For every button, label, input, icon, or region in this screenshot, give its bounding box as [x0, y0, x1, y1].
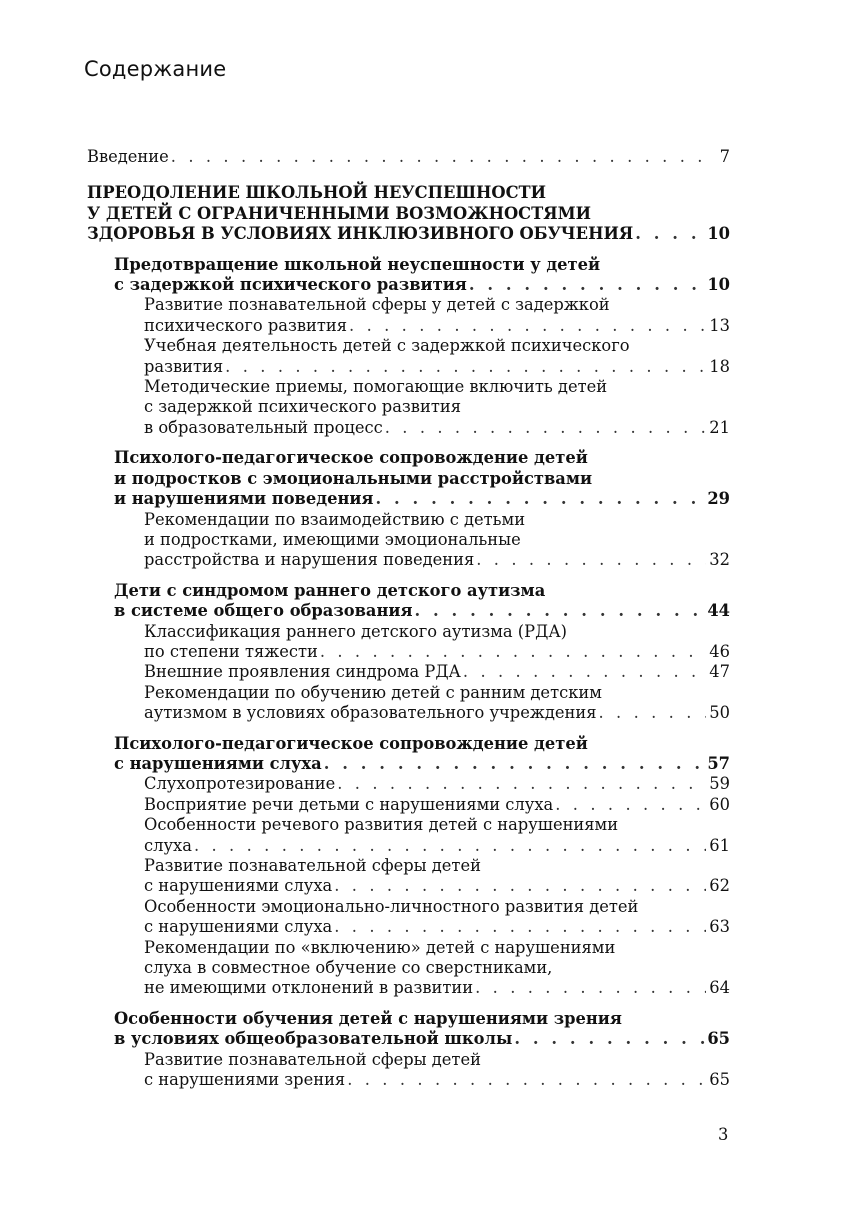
toc-entry-section[interactable] — [87, 774, 730, 794]
toc-entry-title-line: Методические приемы, помогающие включить детей — [144, 377, 608, 397]
leader-dots — [375, 489, 705, 509]
toc-entry-title-line: слуха — [144, 835, 192, 855]
toc-entry-title-line: Слухопротезирование — [144, 774, 336, 794]
toc-entry-title-line: Развитие познавательной сферы детей — [144, 1049, 481, 1069]
toc-entry-page: 47 — [709, 662, 730, 682]
toc-entry-page: 13 — [709, 315, 730, 335]
toc-entry-section[interactable] — [87, 1050, 730, 1091]
toc-entry-title-line: аутизмом в условиях образовательного учреждения — [144, 703, 597, 723]
toc-entry-title-line: Классификация раннего детского аутизма (РДА) — [144, 621, 568, 641]
toc-entry-page: 10 — [707, 275, 730, 295]
leader-dots — [349, 316, 706, 336]
toc-entry-page: 65 — [709, 1070, 730, 1090]
toc-entry-page: 64 — [709, 978, 730, 998]
table-of-contents — [87, 147, 730, 1090]
leader-dots — [337, 774, 706, 794]
toc-entry-title-line: с нарушениями слуха — [144, 876, 333, 896]
toc-entry-page: 61 — [709, 835, 730, 855]
toc-entry-page: 7 — [719, 147, 730, 166]
toc-entry-title-line: расстройства и нарушения поведения — [144, 550, 475, 570]
leader-dots — [334, 876, 706, 896]
toc-entry-page: 46 — [709, 641, 730, 661]
leader-dots — [414, 601, 705, 621]
toc-entry-page: 50 — [709, 703, 730, 723]
toc-entry-chapter[interactable] — [87, 581, 730, 622]
toc-entry-chapter[interactable] — [87, 1009, 730, 1050]
toc-entry-title-line: Дети с синдромом раннего детского аутизма — [114, 580, 546, 600]
toc-entry-section[interactable] — [87, 662, 730, 682]
toc-entry-title-line: Особенности эмоционально-личностного развития детей — [144, 896, 639, 916]
toc-entry-title-line: в системе общего образования — [114, 601, 413, 621]
page-title: Содержание — [84, 57, 227, 81]
leader-dots — [475, 978, 706, 998]
leader-dots — [476, 550, 706, 570]
toc-entry-title-line: с задержкой психического развития — [144, 397, 461, 417]
leader-dots — [320, 642, 706, 662]
toc-entry-page: 44 — [707, 601, 730, 621]
toc-entry-title-line: не имеющими отклонений в развитии — [144, 978, 474, 998]
toc-entry-title-line: слуха в совместное обучение со сверстниками, — [144, 958, 553, 978]
leader-dots — [324, 754, 706, 774]
toc-entry-section[interactable] — [87, 897, 730, 938]
toc-entry-title-line: Учебная деятельность детей с задержкой психического — [144, 336, 630, 356]
toc-entry-title: Введение — [87, 147, 169, 166]
toc-entry-title-line: Рекомендации по взаимодействию с детьми — [144, 509, 526, 529]
toc-entry-title-line: и подростков с эмоциональными расстройствами — [114, 468, 593, 488]
leader-dots — [334, 917, 706, 937]
toc-entry-introduction[interactable] — [87, 147, 730, 167]
toc-entry-page: 21 — [709, 417, 730, 437]
toc-entry-title-line: Рекомендации по «включению» детей с нарушениями — [144, 937, 616, 957]
toc-entry-title-line: Предотвращение школьной неуспешности у детей — [114, 254, 601, 274]
toc-entry-section[interactable] — [87, 622, 730, 663]
toc-entry-section[interactable] — [87, 856, 730, 897]
toc-entry-title-line: развития — [144, 356, 224, 376]
toc-entry-page: 65 — [707, 1029, 730, 1049]
toc-entry-title-line: Развитие познавательной сферы детей — [144, 856, 481, 875]
toc-entry-title-line: Восприятие речи детьми с нарушениями слуха — [144, 794, 554, 814]
leader-dots — [635, 224, 705, 244]
toc-entry-title-line: с нарушениями зрения — [144, 1070, 346, 1090]
toc-entry-section[interactable] — [87, 295, 730, 336]
toc-entry-title-line: с нарушениями слуха — [114, 753, 322, 773]
toc-entry-title-line: в образовательный процесс — [144, 417, 383, 437]
leader-dots — [385, 418, 706, 438]
toc-entry-section[interactable] — [87, 815, 730, 856]
leader-dots — [514, 1029, 705, 1049]
toc-entry-section[interactable] — [87, 377, 730, 438]
toc-entry-title-line: Рекомендации по обучению детей с ранним детским — [144, 682, 602, 702]
toc-entry-title-line: психического развития — [144, 315, 348, 335]
leader-dots — [194, 836, 706, 856]
toc-entry-title-line: по степени тяжести — [144, 641, 318, 661]
toc-entry-section[interactable] — [87, 336, 730, 377]
toc-entry-section[interactable] — [87, 795, 730, 815]
toc-entry-page: 59 — [709, 774, 730, 794]
toc-entry-title-line: Особенности речевого развития детей с нарушениями — [144, 815, 619, 835]
toc-entry-title-line: Внешние проявления синдрома РДА — [144, 662, 461, 682]
toc-entry-part[interactable] — [87, 183, 730, 244]
leader-dots — [171, 147, 706, 167]
toc-entry-chapter[interactable] — [87, 734, 730, 775]
toc-entry-page: 32 — [709, 550, 730, 570]
toc-entry-title-line: ЗДОРОВЬЯ В УСЛОВИЯХ ИНКЛЮЗИВНОГО ОБУЧЕНИЯ — [87, 224, 634, 244]
leader-dots — [598, 703, 706, 723]
leader-dots — [469, 275, 706, 295]
toc-entry-page: 63 — [709, 917, 730, 937]
page-number: 3 — [718, 1125, 729, 1144]
toc-entry-page: 57 — [707, 753, 730, 773]
toc-entry-title-line: Психолого-педагогическое сопровождение детей — [114, 733, 588, 753]
toc-entry-section[interactable] — [87, 938, 730, 999]
toc-entry-title-line: с задержкой психического развития — [114, 275, 467, 295]
toc-entry-page: 18 — [709, 356, 730, 376]
toc-entry-title-line: ПРЕОДОЛЕНИЕ ШКОЛЬНОЙ НЕУСПЕШНОСТИ — [87, 183, 547, 203]
toc-entry-page: 62 — [709, 876, 730, 896]
toc-entry-page: 10 — [707, 224, 730, 244]
toc-entry-title-line: Развитие познавательной сферы у детей с задержкой — [144, 295, 610, 315]
toc-entry-title-line: с нарушениями слуха — [144, 917, 333, 937]
leader-dots — [555, 795, 706, 815]
toc-entry-page: 60 — [709, 794, 730, 814]
toc-entry-title-line: и подростками, имеющими эмоциональные — [144, 529, 521, 549]
toc-entry-section[interactable] — [87, 510, 730, 571]
leader-dots — [225, 357, 706, 377]
toc-entry-chapter[interactable] — [87, 448, 730, 509]
toc-entry-chapter[interactable] — [87, 255, 730, 296]
toc-entry-page: 29 — [707, 489, 730, 509]
toc-entry-title-line: У ДЕТЕЙ С ОГРАНИЧЕННЫМИ ВОЗМОЖНОСТЯМИ — [87, 203, 591, 223]
leader-dots — [463, 662, 706, 682]
toc-entry-title-line: в условиях общеобразовательной школы — [114, 1029, 513, 1049]
toc-entry-title-line: Особенности обучения детей с нарушениями зрения — [114, 1008, 622, 1028]
toc-entry-title-line: и нарушениями поведения — [114, 489, 374, 509]
leader-dots — [347, 1070, 706, 1090]
toc-entry-title-line: Психолого-педагогическое сопровождение детей — [114, 448, 588, 468]
toc-entry-section[interactable] — [87, 683, 730, 724]
